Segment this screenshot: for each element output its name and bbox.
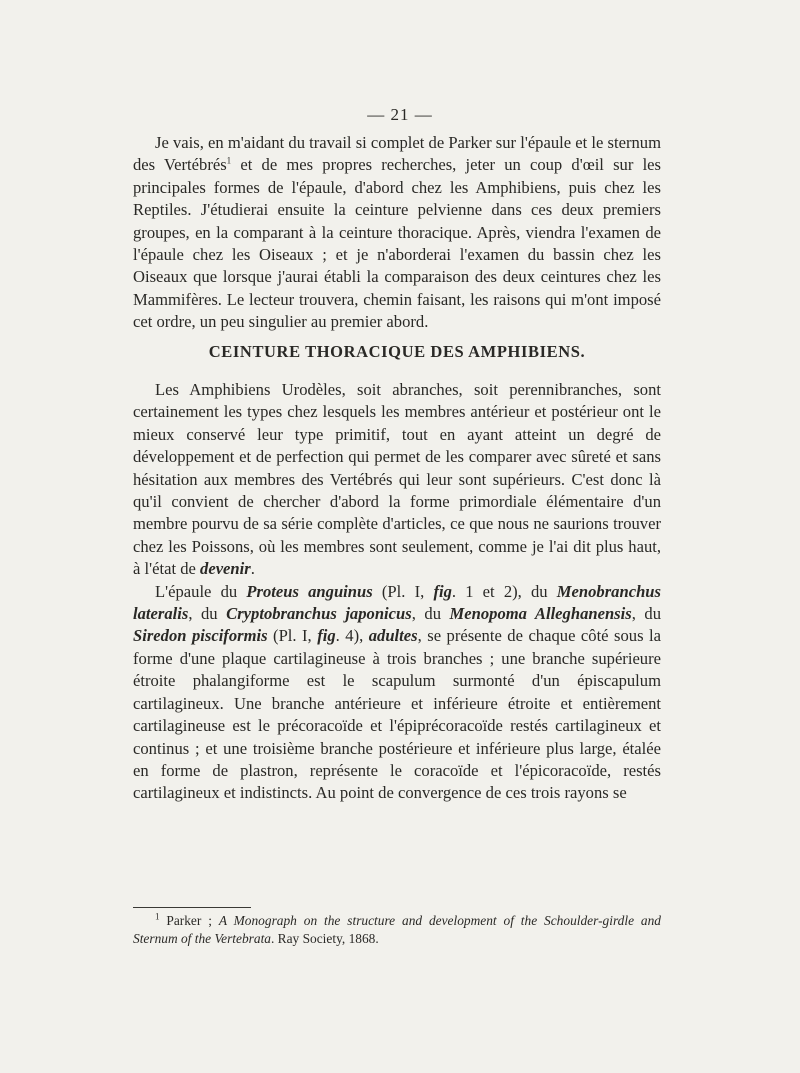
- para3-text-7: (Pl. I,: [267, 626, 318, 646]
- para3-text-8: . 4),: [335, 626, 369, 646]
- para3-text-4: , du: [188, 604, 227, 624]
- section-heading: CEINTURE THORACIQUE DES AMPHIBIENS.: [208, 342, 586, 361]
- footnote-author: Parker ;: [159, 913, 219, 928]
- intro-paragraph: [133, 132, 661, 334]
- page-number: — 21 —: [367, 105, 433, 124]
- fig-ref-2: fig: [317, 626, 336, 646]
- para3-text-3: . 1 et 2), du: [451, 581, 557, 601]
- footnote-title: A Monograph on the structure and development of the Schoulder-girdle and Sternum of the Vertebrata: [133, 913, 661, 946]
- emphasis-adultes: adultes: [368, 626, 418, 646]
- emphasis-devenir: devenir: [200, 559, 251, 579]
- paragraph-text: Les Amphibiens Urodèles, soit abranches, soit perennibranches, sont certainement les types chez lesquels les membres antérieur et postérieur ont le mieux conservé leur type primitif, tout en ayant atteint un degré de développement et de perfection qui permet de les comparer avec sûreté et sans hésitation aux membres des Vertébrés qui leur sont supérieurs. C'est donc là qu'il convient de chercher d'abord la forme primordiale élémentaire d'un membre pourvu de sa série complète d'articles, ce que nous ne saurions trouver chez les Poissons, où les membres sont seulement, comme je l'ai dit plus haut, à l'état de: [133, 380, 661, 579]
- paragraph-epaule: [133, 581, 661, 805]
- paragraph-end: .: [250, 559, 255, 579]
- footnote-mark: 1: [155, 911, 160, 922]
- fig-ref-1: fig: [433, 581, 452, 601]
- footnote: [133, 912, 661, 948]
- species-menobranchus: Menobranchus lateralis: [133, 581, 661, 624]
- para3-text-6: , du: [631, 604, 661, 624]
- footnote-reference: 1: [226, 155, 232, 166]
- intro-block: [133, 132, 661, 334]
- para3-text-2: (Pl. I,: [372, 581, 434, 601]
- para3-text-1: L'épaule du: [155, 581, 247, 601]
- species-cryptobranchus: Cryptobranchus japonicus: [226, 604, 412, 624]
- species-siredon: Siredon pisciformis: [133, 626, 268, 646]
- species-proteus: Proteus anguinus: [246, 581, 373, 601]
- footnote-rest: . Ray Society, 1868.: [270, 931, 379, 946]
- paragraph-amphibiens: [133, 379, 661, 581]
- footnote-block: [133, 912, 661, 948]
- species-menopoma: Menopoma Alleghanensis: [449, 604, 632, 624]
- body-block: [133, 379, 661, 805]
- para3-text-9: , se présente de chaque côté sous la forme d'une plaque cartilagineuse à trois branches ; une branche supérieure étroite phalangiforme est le scapulum surmonté d'un épiscapulum cartilagineux. Une branche antérieure et inférieure étroite et entièrement cartilagineuse est le précoracoïde et l'épiprécoracoïde restés cartilagineux et continus ; et une troisième branche postérieure et inférieure plus large, étalée en forme de plastron, représente le coracoïde et l'épicoracoïde, restés cartilagineux et indistincts. Au point de convergence de ces trois rayons se: [133, 626, 661, 803]
- para3-text-5: , du: [411, 604, 450, 624]
- intro-text: Je vais, en m'aidant du travail si complet de Parker sur l'épaule et le sternum des Vertébrés: [133, 133, 661, 175]
- footnote-divider: [133, 907, 251, 908]
- heading-block: [133, 341, 661, 363]
- intro-text-continued: et de mes propres recherches, jeter un coup d'œil sur les principales formes de l'épaule, d'abord chez les Amphibiens, puis chez les Reptiles. J'étudierai ensuite la ceinture pelvienne dans ces deux premiers groupes, en la comparant à la ceinture thoracique. Après, viendra l'examen de l'épaule chez les Oiseaux ; et je n'aborderai l'examen du bassin chez les Oiseaux que lorsque j'aurai établi la comparaison des deux ceintures chez les Mammifères. Le lecteur trouvera, chemin faisant, les raisons qui m'ont imposé cet ordre, un peu singulier au premier abord.: [133, 155, 662, 332]
